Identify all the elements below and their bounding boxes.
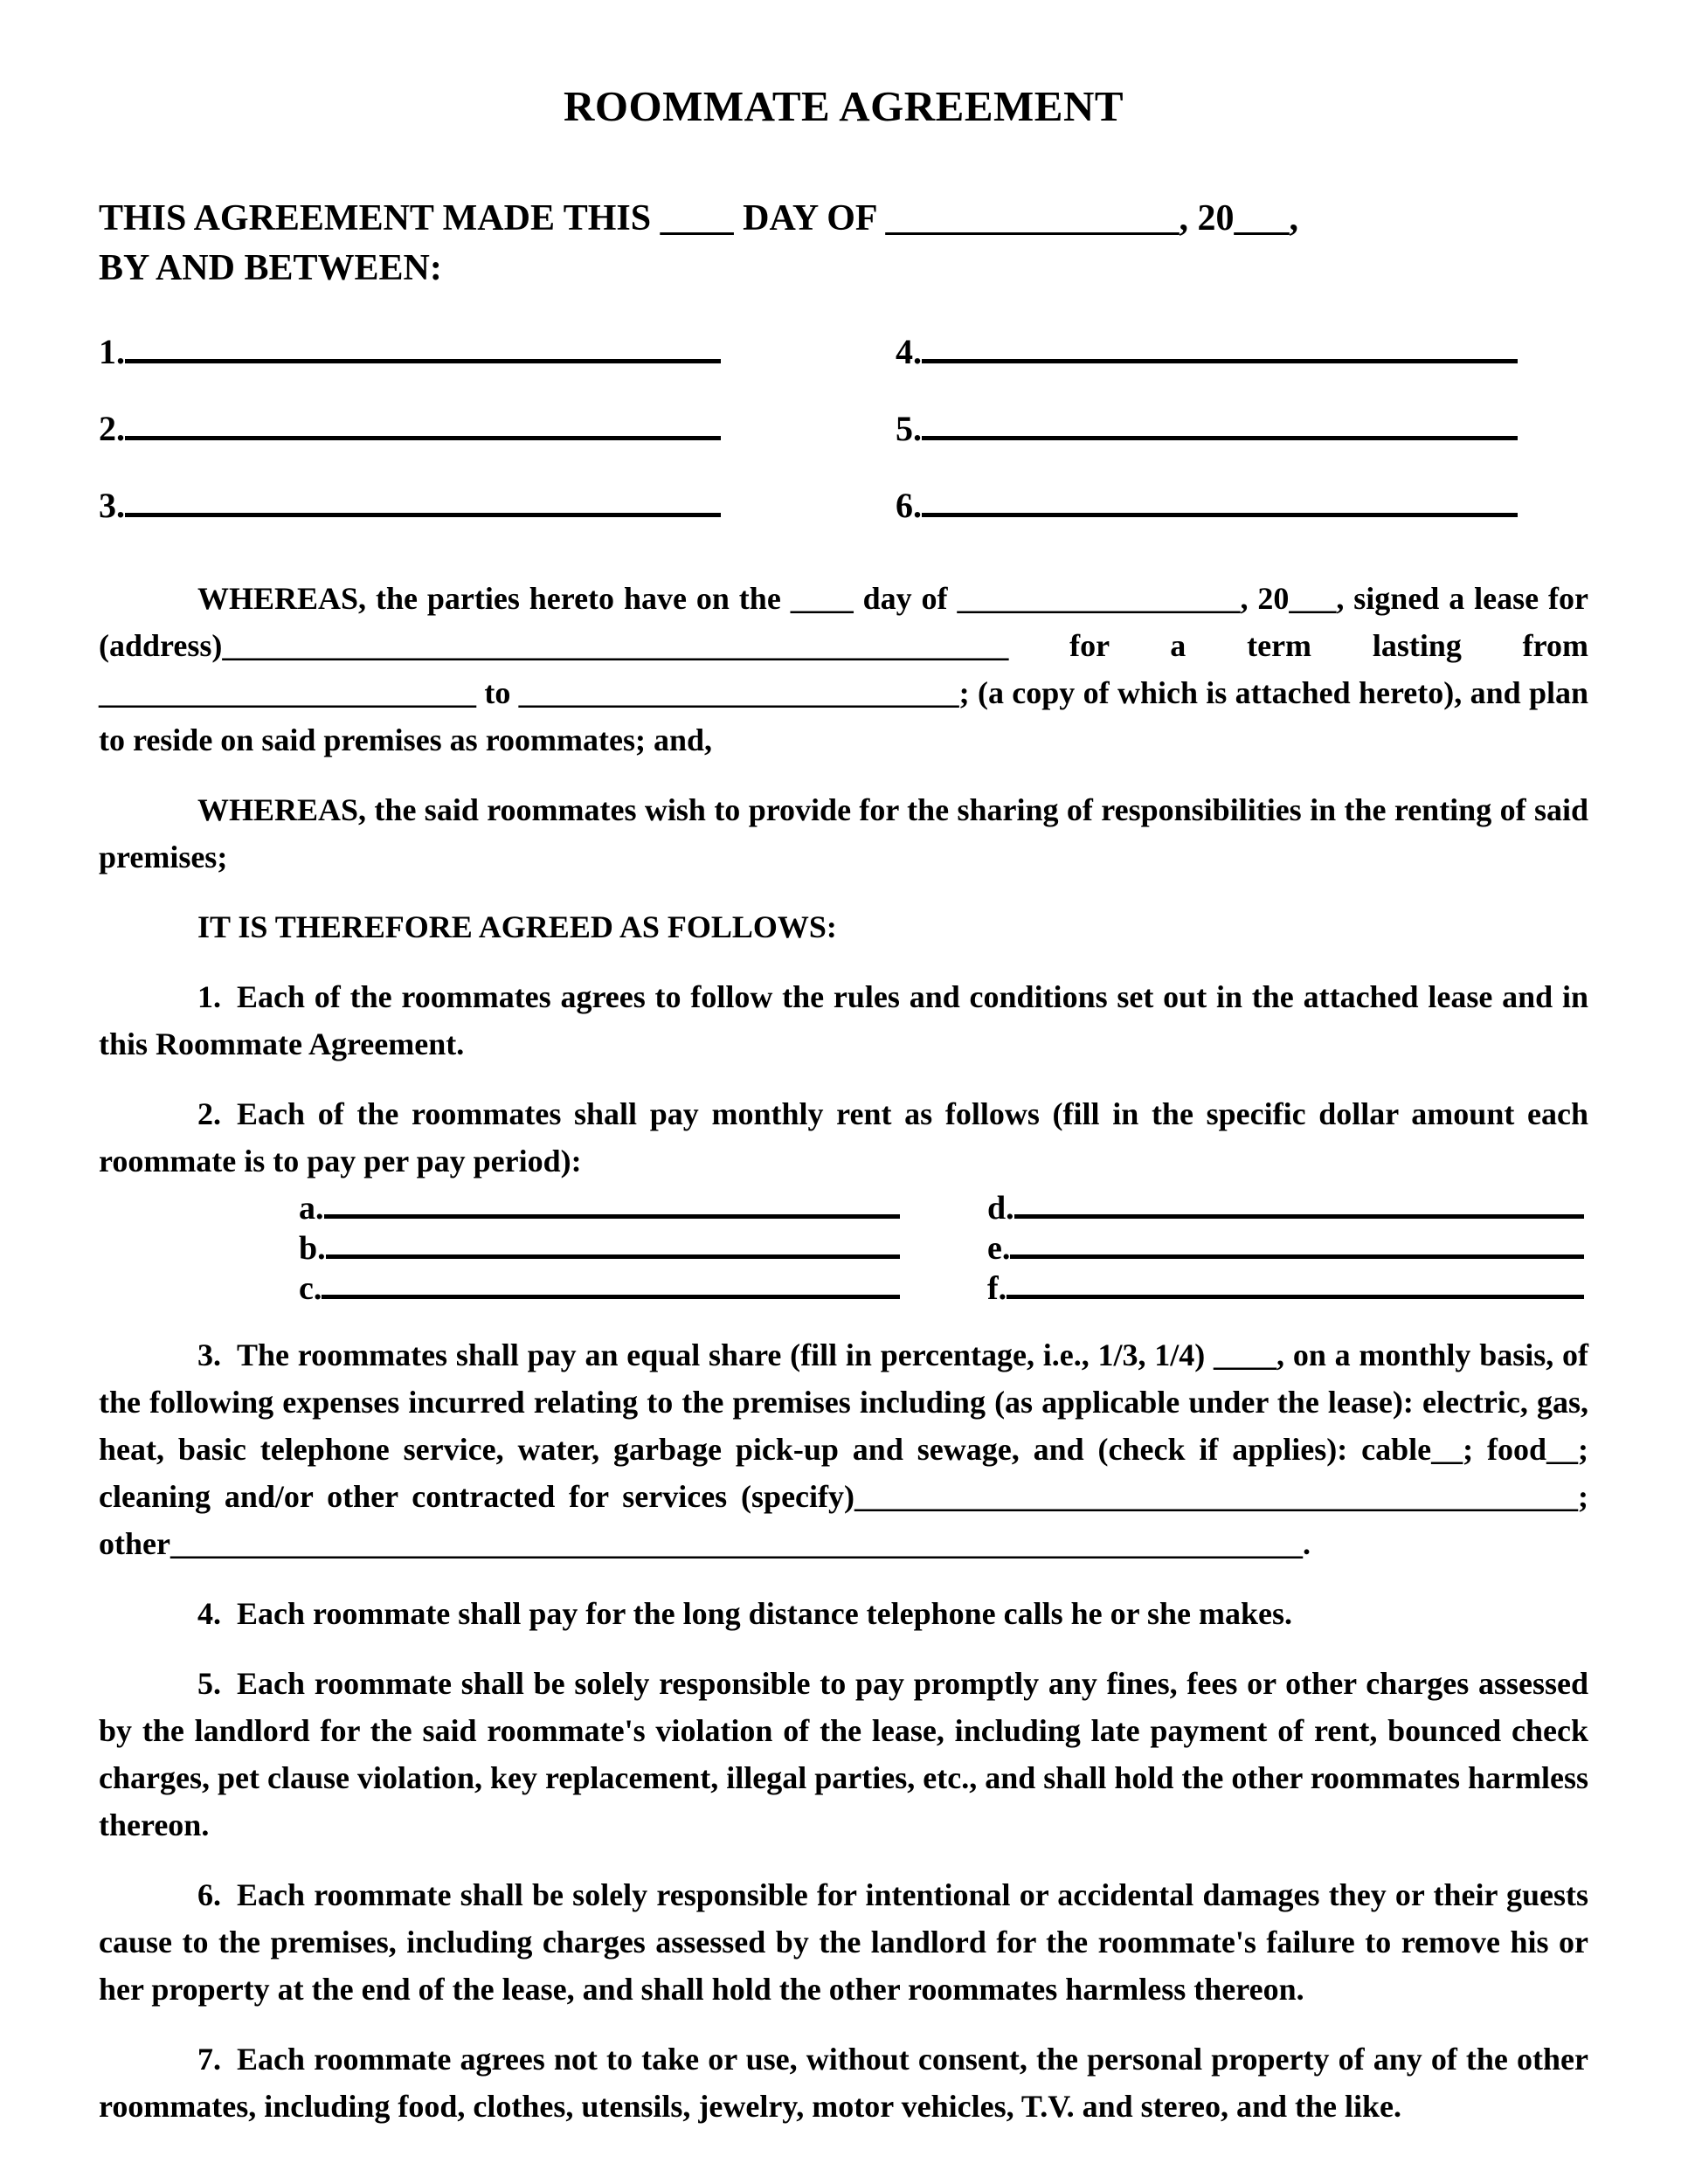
party-field-3[interactable] <box>99 484 721 528</box>
party-blank-line-6[interactable] <box>922 513 1518 517</box>
preamble <box>99 194 1588 294</box>
clause-2 <box>99 1090 1588 1185</box>
document-title: ROOMMATE AGREEMENT <box>563 82 1124 130</box>
party-blank-line-2[interactable] <box>125 436 721 440</box>
rent-label-e: e. <box>987 1230 1011 1267</box>
rent-field-b[interactable] <box>299 1228 900 1268</box>
party-row <box>99 484 1588 528</box>
clause-4-number: 4. <box>197 1596 221 1631</box>
party-number-3: 3. <box>99 486 125 525</box>
rent-blank-line-f[interactable] <box>1007 1295 1584 1299</box>
party-blank-line-1[interactable] <box>125 359 721 363</box>
party-number-4: 4. <box>896 332 922 371</box>
rent-row <box>299 1228 1588 1268</box>
party-blank-line-5[interactable] <box>922 436 1518 440</box>
clause-3-text: The roommates shall pay an equal share (fill in percentage, i.e., 1/3, 1/4) ____, on a monthly basis, of the following expenses incurred relating to the premises including (as applicable under the lease): electric, gas, heat, basic telephone service, water, garbage pick-up and sewage, and (check if applies): cable__; food__; cleaning and/or other contracted for services (specify)______________________________________________; other________________________________________________________________________. <box>99 1337 1588 1561</box>
clause-3 <box>99 1331 1588 1567</box>
clause-6-number: 6. <box>197 1877 221 1912</box>
rent-field-f[interactable] <box>987 1268 1584 1309</box>
party-number-5: 5. <box>896 409 922 448</box>
rent-blank-line-e[interactable] <box>1010 1254 1584 1259</box>
party-row <box>99 330 1588 374</box>
clause-4 <box>99 1590 1588 1637</box>
recital-lease: WHEREAS, the parties hereto have on the ____ day of __________________, 20___, signed a lease for (address)__________________________________________________ for a term lasting from ________________________ to ____________________________; (a copy of which is attached hereto), and plan to reside on said premises as roommates; and, <box>99 581 1588 757</box>
clause-4-text: Each roommate shall pay for the long distance telephone calls he or she makes. <box>237 1596 1292 1631</box>
rent-label-f: f. <box>987 1270 1007 1307</box>
party-number-2: 2. <box>99 409 125 448</box>
clause-2-number: 2. <box>197 1096 221 1131</box>
clause-7-number: 7. <box>197 2042 221 2077</box>
clause-2-text: Each of the roommates shall pay monthly rent as follows (fill in the specific dollar amount each roommate is to pay per pay period): <box>99 1096 1588 1178</box>
rent-row <box>299 1268 1588 1309</box>
party-field-4[interactable] <box>896 330 1518 374</box>
preamble-line-between: BY AND BETWEEN: <box>99 248 442 288</box>
rent-field-e[interactable] <box>987 1228 1584 1268</box>
rent-field-a[interactable] <box>299 1188 900 1228</box>
rent-blank-line-d[interactable] <box>1014 1214 1584 1219</box>
rent-label-c: c. <box>299 1270 322 1307</box>
rent-blank-line-c[interactable] <box>322 1295 900 1299</box>
rent-blank-line-b[interactable] <box>326 1254 900 1259</box>
clause-5-number: 5. <box>197 1666 221 1701</box>
recital-sharing: WHEREAS, the said roommates wish to provide for the sharing of responsibilities in the renting of said premises; <box>99 792 1588 874</box>
party-number-6: 6. <box>896 486 922 525</box>
clause-5 <box>99 1660 1588 1849</box>
party-number-1: 1. <box>99 332 125 371</box>
party-field-5[interactable] <box>896 407 1518 451</box>
party-field-6[interactable] <box>896 484 1518 528</box>
rent-label-d: d. <box>987 1190 1014 1227</box>
clause-1-number: 1. <box>197 979 221 1014</box>
clause-3-number: 3. <box>197 1337 221 1372</box>
rent-field-c[interactable] <box>299 1268 900 1309</box>
rent-row <box>299 1188 1588 1228</box>
party-field-2[interactable] <box>99 407 721 451</box>
rent-fields-section <box>99 1188 1588 1309</box>
clause-1 <box>99 973 1588 1068</box>
clause-5-text: Each roommate shall be solely responsible to pay promptly any fines, fees or other charges assessed by the landlord for the said roommate's violation of the lease, including late payment of rent, bounced check charges, pet clause violation, key replacement, illegal parties, etc., and shall hold the other roommates harmless thereon. <box>99 1666 1588 1842</box>
rent-field-d[interactable] <box>987 1188 1584 1228</box>
party-row <box>99 407 1588 451</box>
preamble-line-date: THIS AGREEMENT MADE THIS ____ DAY OF ________________, 20___, <box>99 198 1298 238</box>
clause-6 <box>99 1871 1588 2013</box>
party-field-1[interactable] <box>99 330 721 374</box>
clause-7-text: Each roommate agrees not to take or use, without consent, the personal property of any of the other roommates, including food, clothes, utensils, jewelry, motor vehicles, T.V. and stereo, and the like. <box>99 2042 1588 2124</box>
parties-section <box>99 330 1588 528</box>
clause-6-text: Each roommate shall be solely responsible for intentional or accidental damages they or their guests cause to the premises, including charges assessed by the landlord for the roommate's failure to remove his or her property at the end of the lease, and shall hold the other roommates harmless thereon. <box>99 1877 1588 2007</box>
rent-blank-line-a[interactable] <box>324 1214 901 1219</box>
party-blank-line-3[interactable] <box>125 513 721 517</box>
rent-label-a: a. <box>299 1190 324 1227</box>
party-blank-line-4[interactable] <box>922 359 1518 363</box>
rent-label-b: b. <box>299 1230 326 1267</box>
agreement-intro: IT IS THEREFORE AGREED AS FOLLOWS: <box>197 909 837 944</box>
clause-1-text: Each of the roommates agrees to follow the rules and conditions set out in the attached lease and in this Roommate Agreement. <box>99 979 1588 1061</box>
clause-7 <box>99 2035 1588 2130</box>
